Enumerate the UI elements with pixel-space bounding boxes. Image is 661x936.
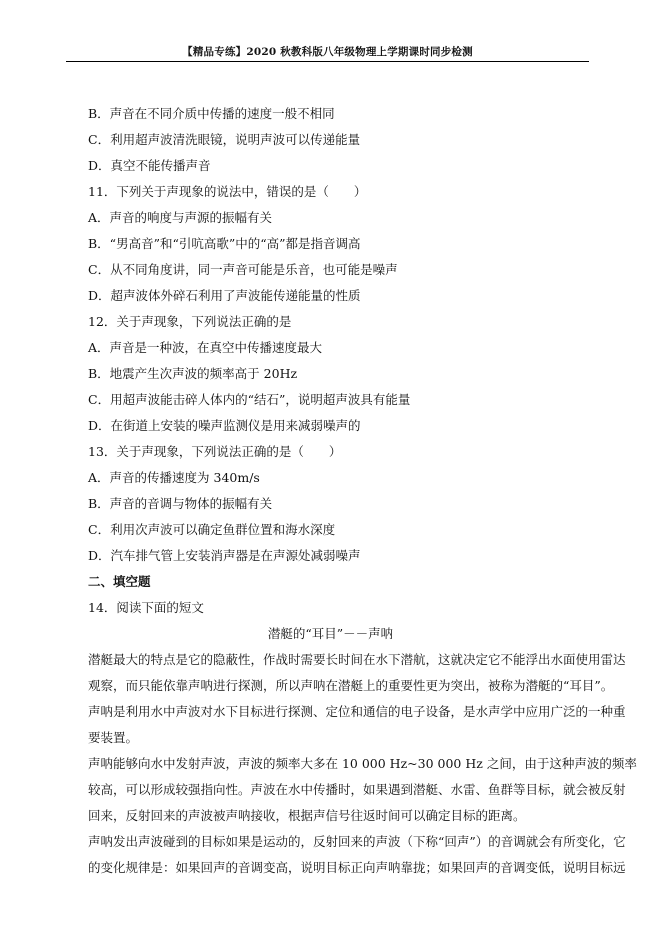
option-line: C．利用次声波可以确定鱼群位置和海水深度 <box>88 522 336 537</box>
option-line: C．利用超声波清洗眼镜，说明声波可以传递能量 <box>88 132 361 147</box>
passage-title: 潜艇的“耳目”－－声呐 <box>267 626 394 641</box>
passage-line: 回来，反射回来的声波被声呐接收，根据声信号往返时间可以确定目标的距离。 <box>88 808 526 823</box>
option-line: C．从不同角度讲，同一声音可能是乐音，也可能是噪声 <box>88 262 398 277</box>
passage-line: 潜艇最大的特点是它的隐蔽性，作战时需要长时间在水下潜航，这就决定它不能浮出水面使用雷达 <box>88 652 626 667</box>
passage-line: 声呐是利用水中声波对水下目标进行探测、定位和通信的电子设备，是水声学中应用广泛的一种重 <box>88 704 626 719</box>
question-13: 13．关于声现象，下列说法正确的是（ ） <box>88 444 342 459</box>
question-14: 14．阅读下面的短文 <box>88 600 204 615</box>
option-line: C．用超声波能击碎人体内的“结石”，说明超声波具有能量 <box>88 392 411 407</box>
option-line: B．“男高音”和“引吭高歌”中的“高”都是指音调高 <box>88 236 361 251</box>
option-line: D．在街道上安装的噪声监测仪是用来减弱噪声的 <box>88 418 361 433</box>
option-line: D．超声波体外碎石利用了声波能传递能量的性质 <box>88 288 361 303</box>
option-line: B．地震产生次声波的频率高于 20Hz <box>88 366 298 381</box>
option-line: A．声音的响度与声源的振幅有关 <box>88 210 273 225</box>
passage-line: 观察，而只能依靠声呐进行探测，所以声呐在潜艇上的重要性更为突出，被称为潜艇的“耳目”。 <box>88 678 614 693</box>
section-heading: 二、填空题 <box>88 574 151 589</box>
passage-line: 较高，可以形成较强指向性。声波在水中传播时，如果遇到潜艇、水雷、鱼群等目标，就会被反射 <box>88 782 626 797</box>
option-line: D．汽车排气管上安装消声器是在声源处减弱噪声 <box>88 548 361 563</box>
question-11: 11．下列关于声现象的说法中，错误的是（ ） <box>88 184 367 199</box>
option-line: D．真空不能传播声音 <box>88 158 211 173</box>
question-12: 12．关于声现象，下列说法正确的是 <box>88 314 292 329</box>
passage-line: 声呐发出声波碰到的目标如果是运动的，反射回来的声波（下称“回声”）的音调就会有所变化，它 <box>88 834 626 849</box>
option-line: A．声音是一种波，在真空中传播速度最大 <box>88 340 323 355</box>
page-header: 【精品专练】2020 秋教科版八年级物理上学期课时同步检测 <box>182 46 473 58</box>
option-line: B．声音在不同介质中传播的速度一般不相同 <box>88 106 335 121</box>
passage-line: 声呐能够向水中发射声波，声波的频率大多在 10 000 Hz~30 000 Hz 之间，由于这种声波的频率 <box>88 756 637 771</box>
option-line: A．声音的传播速度为 340m/s <box>88 470 260 485</box>
passage-line: 要装置。 <box>88 730 139 745</box>
header-divider <box>66 61 589 62</box>
option-line: B．声音的音调与物体的振幅有关 <box>88 496 273 511</box>
passage-line: 的变化规律是：如果回声的音调变高，说明目标正向声呐靠拢；如果回声的音调变低，说明目标远 <box>88 860 626 875</box>
